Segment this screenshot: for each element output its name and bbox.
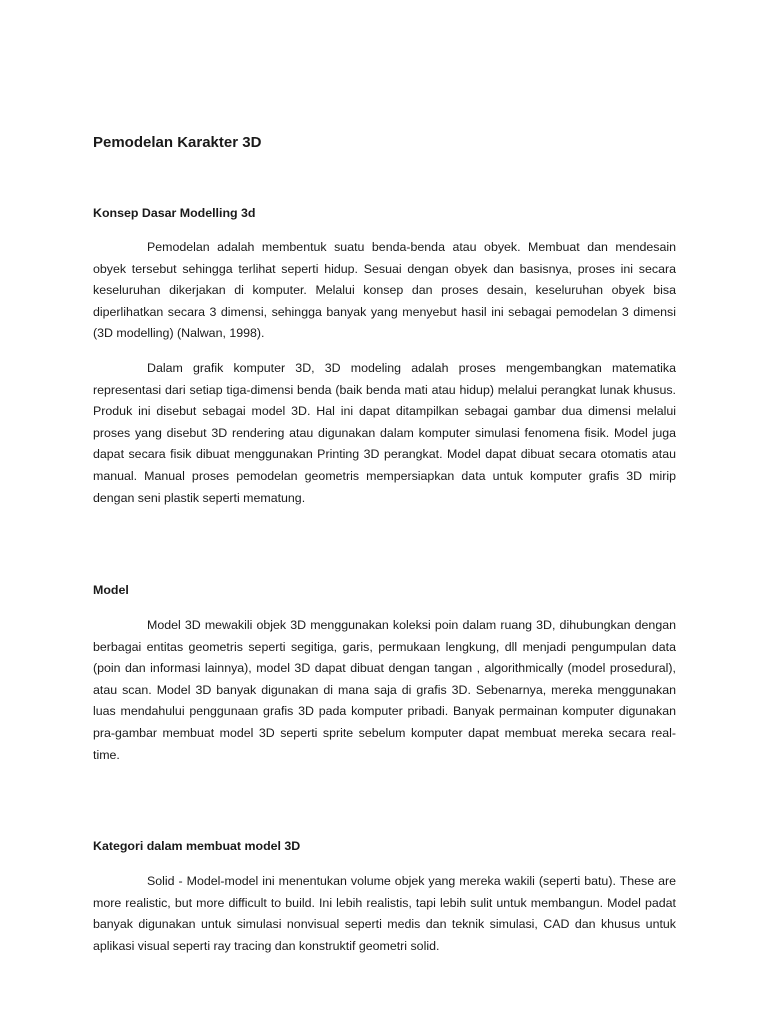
section-heading-model: Model <box>93 583 129 597</box>
paragraph-3d-modeling-process: Dalam grafik komputer 3D, 3D modeling adalah proses mengembangkan matematika representasi dari setiap tiga-dimensi benda (baik benda mati atau hidup) melalui perangkat lunak khusus. Produk ini disebut sebagai model 3D. Hal ini dapat ditampilkan sebagai gambar dua dimensi melalui proses yang disebut 3D rendering atau digunakan dalam komputer simulasi fenomena fisik. Model juga dapat secara fisik dibuat menggunakan Printing 3D perangkat. Model dapat dibuat secara otomatis atau manual. Manual proses pemodelan geometris mempersiapkan data untuk komputer grafis 3D mirip dengan seni plastik seperti mematung. <box>93 361 676 505</box>
paragraph-solid-models: Solid - Model-model ini menentukan volume objek yang mereka wakili (seperti batu). These are more realistic, but more difficult to build. Ini lebih realistis, tapi lebih sulit untuk membangun. Model padat banyak digunakan untuk simulasi nonvisual seperti medis dan teknik simulasi, CAD dan khusus untuk aplikasi visual seperti ray tracing dan konstruktif geometri solid. <box>93 874 676 953</box>
section-heading-kategori: Kategori dalam membuat model 3D <box>93 839 301 853</box>
paragraph-model-3d: Model 3D mewakili objek 3D menggunakan koleksi poin dalam ruang 3D, dihubungkan dengan berbagai entitas geometris seperti segitiga, garis, permukaan lengkung, dll menjadi pengumpulan data (poin dan informasi lainnya), model 3D dapat dibuat dengan tangan , algorithmically (model prosedural), atau scan. Model 3D banyak digunakan di mana saja di grafis 3D. Sebenarnya, mereka menggunakan luas mendahului penggunaan grafis 3D pada komputer pribadi. Banyak permainan komputer digunakan pra-gambar membuat model 3D seperti sprite sebelum komputer dapat membuat mereka secara real-time. <box>93 618 676 762</box>
paragraph-pemodelan-definition: Pemodelan adalah membentuk suatu benda-benda atau obyek. Membuat dan mendesain obyek tersebut sehingga terlihat seperti hidup. Sesuai dengan obyek dan basisnya, proses ini secara keseluruhan dikerjakan di komputer. Melalui konsep dan proses desain, keseluruhan obyek bisa diperlihatkan secara 3 dimensi, sehingga banyak yang menyebut hasil ini sebagai pemodelan 3 dimensi (3D modelling) (Nalwan, 1998). <box>93 240 676 341</box>
section-heading-konsep-dasar: Konsep Dasar Modelling 3d <box>93 206 256 220</box>
document-title: Pemodelan Karakter 3D <box>93 134 262 151</box>
